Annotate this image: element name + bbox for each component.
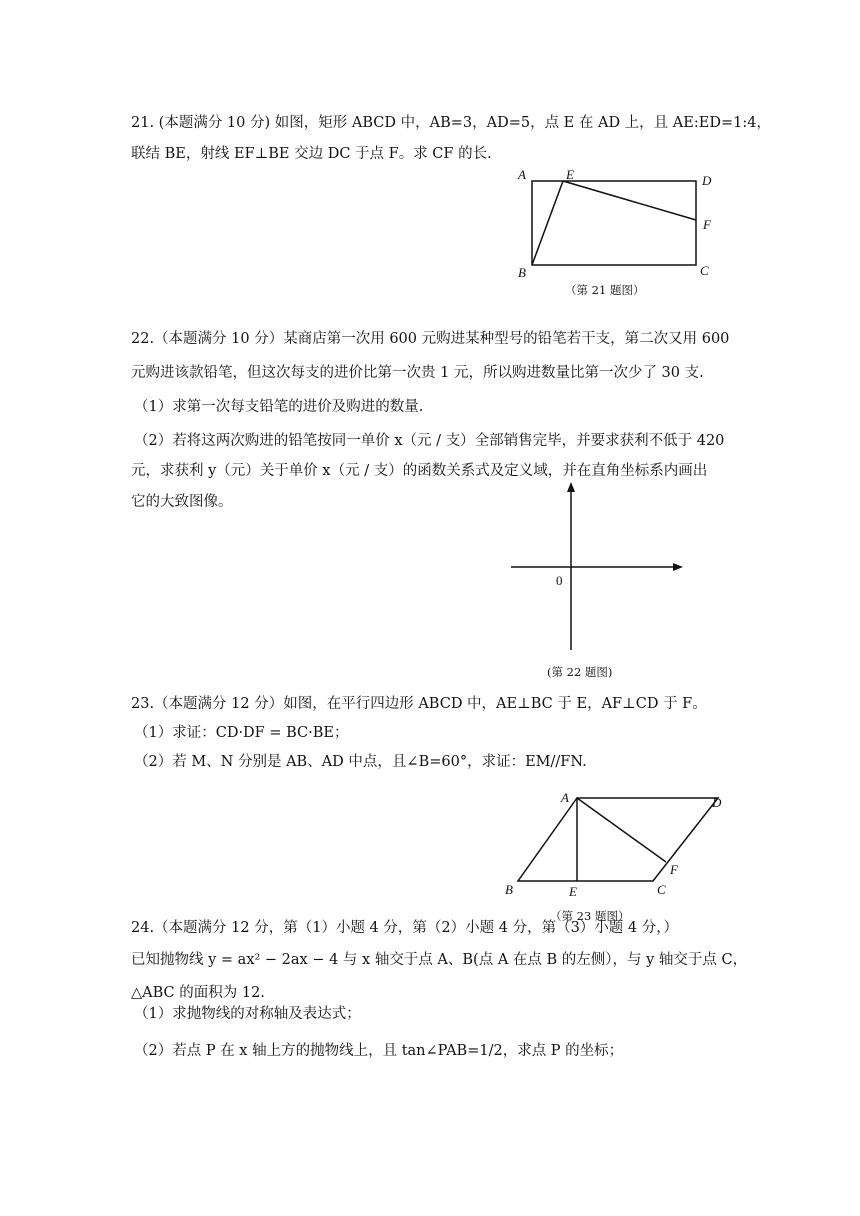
label-a: A bbox=[518, 167, 526, 182]
label-e: E bbox=[569, 884, 577, 899]
problem-23-line-1: 23.（本题满分 12 分）如图，在平行四边形 ABCD 中，AE⊥BC 于 E，AF⊥CD 于 F。 bbox=[131, 696, 707, 712]
parallelogram-abcd bbox=[518, 798, 718, 881]
figure-23-parallelogram bbox=[500, 788, 740, 903]
label-e: E bbox=[566, 167, 574, 182]
label-b: B bbox=[505, 882, 513, 897]
problem-22-line-6: 它的大致图像。 bbox=[131, 494, 233, 510]
problem-24-line-3: △ABC 的面积为 12. bbox=[131, 985, 265, 1001]
problem-21-line-2: 联结 BE，射线 EF⊥BE 交边 DC 于点 F。求 CF 的长. bbox=[131, 146, 492, 162]
segment-af bbox=[577, 798, 666, 862]
problem-24-line-4: （1）求抛物线的对称轴及表达式； bbox=[134, 1006, 361, 1022]
label-f: F bbox=[670, 862, 678, 877]
problem-24-line-1: 24.（本题满分 12 分，第（1）小题 4 分，第（2）小题 4 分，第（3）小题 4 分，） bbox=[131, 920, 678, 936]
problem-22-line-2: 元购进该款铅笔，但这次每支的进价比第一次贵 1 元，所以购进数量比第一次少了 30 支. bbox=[131, 365, 704, 381]
label-a: A bbox=[561, 790, 569, 805]
figure-23-caption: （第 23 题图） bbox=[550, 909, 630, 923]
figure-22-caption: (第 22 题图) bbox=[547, 665, 613, 679]
segment-ef bbox=[563, 181, 696, 220]
problem-23-line-2: （1）求证：CD·DF = BC·BE； bbox=[134, 725, 349, 741]
problem-24-line-5: （2）若点 P 在 x 轴上方的抛物线上，且 tan∠PAB=1/2，求点 P 的坐标； bbox=[134, 1043, 624, 1059]
problem-24-line-2: 已知抛物线 y = ax² − 2ax − 4 与 x 轴交于点 A、B(点 A 在点 B 的左侧），与 y 轴交于点 C， bbox=[131, 952, 748, 968]
problem-22-line-3: （1）求第一次每支铅笔的进价及购进的数量. bbox=[134, 399, 424, 415]
label-b: B bbox=[518, 265, 526, 280]
x-axis-arrow bbox=[673, 563, 683, 571]
problem-22-line-4: （2）若将这两次购进的铅笔按同一单价 x（元 / 支）全部销售完毕，并要求获利不低于 420 bbox=[134, 433, 725, 449]
y-axis-arrow bbox=[567, 482, 575, 492]
figure-21-caption: （第 21 题图） bbox=[565, 283, 645, 297]
problem-22-line-5: 元，求获利 y（元）关于单价 x（元 / 支）的函数关系式及定义域，并在直角坐标系内画出 bbox=[131, 463, 708, 479]
label-c: C bbox=[657, 882, 666, 897]
problem-22-line-1: 22.（本题满分 10 分）某商店第一次用 600 元购进某种型号的铅笔若干支，第二次又用 600 bbox=[131, 331, 730, 347]
label-f: F bbox=[703, 217, 711, 232]
figure-21-rectangle bbox=[508, 165, 728, 285]
origin-label: 0 bbox=[556, 573, 563, 588]
figure-22-axes bbox=[505, 476, 690, 656]
problem-23-line-3: （2）若 M、N 分别是 AB、AD 中点，且∠B=60°，求证：EM//FN. bbox=[134, 754, 587, 770]
problem-21-line-1: 21. (本题满分 10 分) 如图，矩形 ABCD 中，AB=3，AD=5，点 E 在 AD 上，且 AE:ED=1:4， bbox=[131, 115, 771, 131]
label-d: D bbox=[702, 173, 712, 188]
rectangle-abcd bbox=[532, 181, 696, 265]
segment-be bbox=[532, 181, 563, 265]
label-c: C bbox=[700, 263, 709, 278]
label-d: D bbox=[712, 795, 722, 810]
